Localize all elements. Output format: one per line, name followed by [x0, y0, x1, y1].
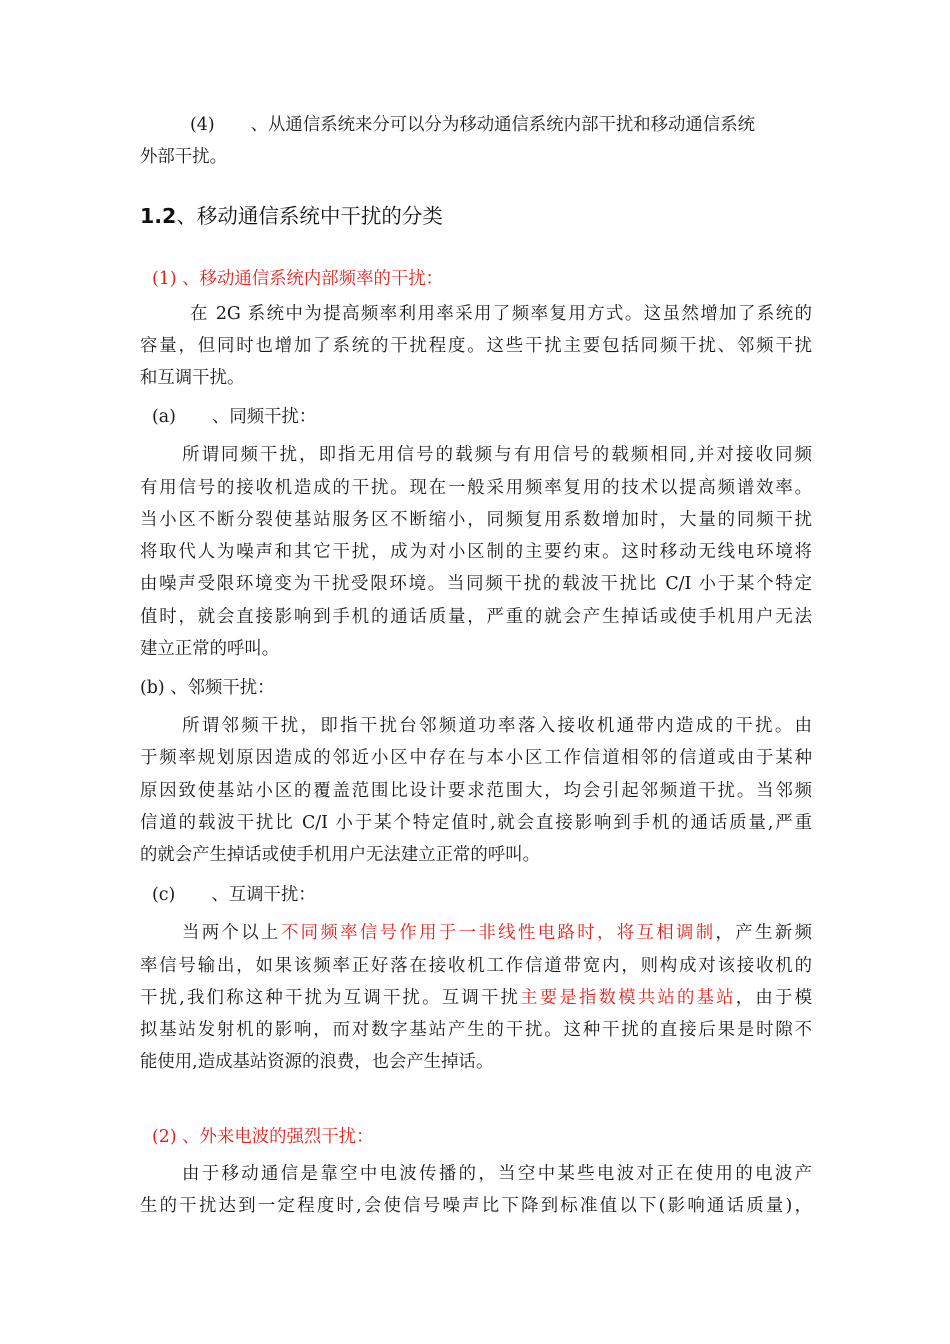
item-c-line-1-b: ，产生新频 — [715, 923, 812, 943]
item-b-line-3: 原因致使基站小区的覆盖范围比设计要求范围大，均会引起邻频道干扰。当邻频 — [140, 781, 812, 801]
item-a-line-6: 值时，就会直接影响到手机的通话质量，严重的就会产生掉话或使手机用户无法 — [140, 607, 812, 627]
subsection-1-title: (1) 、移动通信系统内部频率的干扰： — [152, 269, 444, 289]
p4-line-2: 外部干扰。 — [140, 147, 227, 167]
item-a-line-7: 建立正常的呼叫。 — [140, 639, 280, 659]
item-a-line-3: 当小区不断分裂使基站服务区不断缩小，同频复用系数增加时，大量的同频干扰 — [140, 510, 812, 530]
item-c-highlight-2: 主要是指数模共站的基站 — [520, 988, 736, 1008]
item-c-line-1 — [182, 922, 812, 944]
s2-line-2: 生的干扰达到一定程度时,会使信号噪声比下降到标准值以下(影响通话质量)， — [140, 1196, 812, 1216]
item-c-line-4: 拟基站发射机的影响，而对数字基站产生的干扰。这种干扰的直接后果是时隙不 — [140, 1020, 812, 1040]
item-b-line-4: 信道的载波干扰比 C/I 小于某个特定值时,就会直接影响到手机的通话质量,严重 — [140, 813, 812, 833]
item-c-text: 、互调干扰： — [211, 885, 316, 905]
item-c-line-3-a: 干扰,我们称这种干扰为互调干扰。互调干扰 — [140, 988, 521, 1008]
item-c-line-2: 率信号输出，如果该频率正好落在接收机工作信道带宽内，则构成对该接收机的 — [140, 956, 812, 976]
item-a-line-2: 有用信号的接收机造成的干扰。现在一般采用频率复用的技术以提高频谱效率。 — [140, 478, 812, 498]
subsection-2-title: (2) 、外来电波的强烈干扰： — [152, 1127, 374, 1147]
p4-text: 、从通信系统来分可以分为移动通信系统内部干扰和移动通信系统 — [250, 115, 755, 135]
p4-label: (4) — [190, 115, 215, 135]
item-c-line-3-b: ，由于模 — [735, 988, 812, 1008]
item-a-label: (a) — [152, 407, 176, 427]
s1-intro-line-1: 在 2G 系统中为提高频率利用率采用了频率复用方式。这虽然增加了系统的 — [190, 304, 812, 324]
item-c-label: (c) — [152, 885, 176, 905]
s1-intro-line-3: 和互调干扰。 — [140, 368, 245, 388]
item-c-line-1-a: 当两个以上 — [182, 923, 281, 943]
item-b-line-5: 的就会产生掉话或使手机用户无法建立正常的呼叫。 — [140, 845, 540, 865]
item-a-line-4: 将取代人为噪声和其它干扰，成为对小区制的主要约束。这时移动无线电环境将 — [140, 542, 812, 562]
section-number: 1.2 — [140, 204, 177, 228]
item-a-title — [152, 406, 824, 428]
item-b-line-1: 所谓邻频干扰，即指干扰台邻频道功率落入接收机通带内造成的干扰。由 — [182, 716, 812, 736]
item-c-line-3 — [140, 987, 812, 1009]
item-b-title: (b) 、邻频干扰： — [140, 678, 275, 698]
section-heading — [140, 203, 443, 229]
item-c-title — [152, 884, 824, 906]
s1-intro-line-2: 容量，但同时也增加了系统的干扰程度。这些干扰主要包括同频干扰、邻频干扰 — [140, 336, 812, 356]
item-a-line-1: 所谓同频干扰，即指无用信号的载频与有用信号的载频相同,并对接收同频 — [182, 445, 812, 465]
section-title: 、移动通信系统中干扰的分类 — [176, 204, 443, 228]
p4-line-1 — [190, 114, 812, 136]
item-a-text: 、同频干扰： — [211, 407, 317, 427]
item-a-line-5: 由噪声受限环境变为干扰受限环境。当同频干扰的载波干扰比 C/I 小于某个特定 — [140, 574, 812, 594]
s2-line-1: 由于移动通信是靠空中电波传播的，当空中某些电波对正在使用的电波产 — [182, 1164, 812, 1184]
item-c-highlight-1: 不同频率信号作用于一非线性电路时，将互相调制 — [280, 923, 716, 943]
item-c-line-5: 能使用,造成基站资源的浪费，也会产生掉话。 — [140, 1052, 494, 1072]
item-b-line-2: 于频率规划原因造成的邻近小区中存在与本小区工作信道相邻的信道或由于某种 — [140, 748, 812, 768]
